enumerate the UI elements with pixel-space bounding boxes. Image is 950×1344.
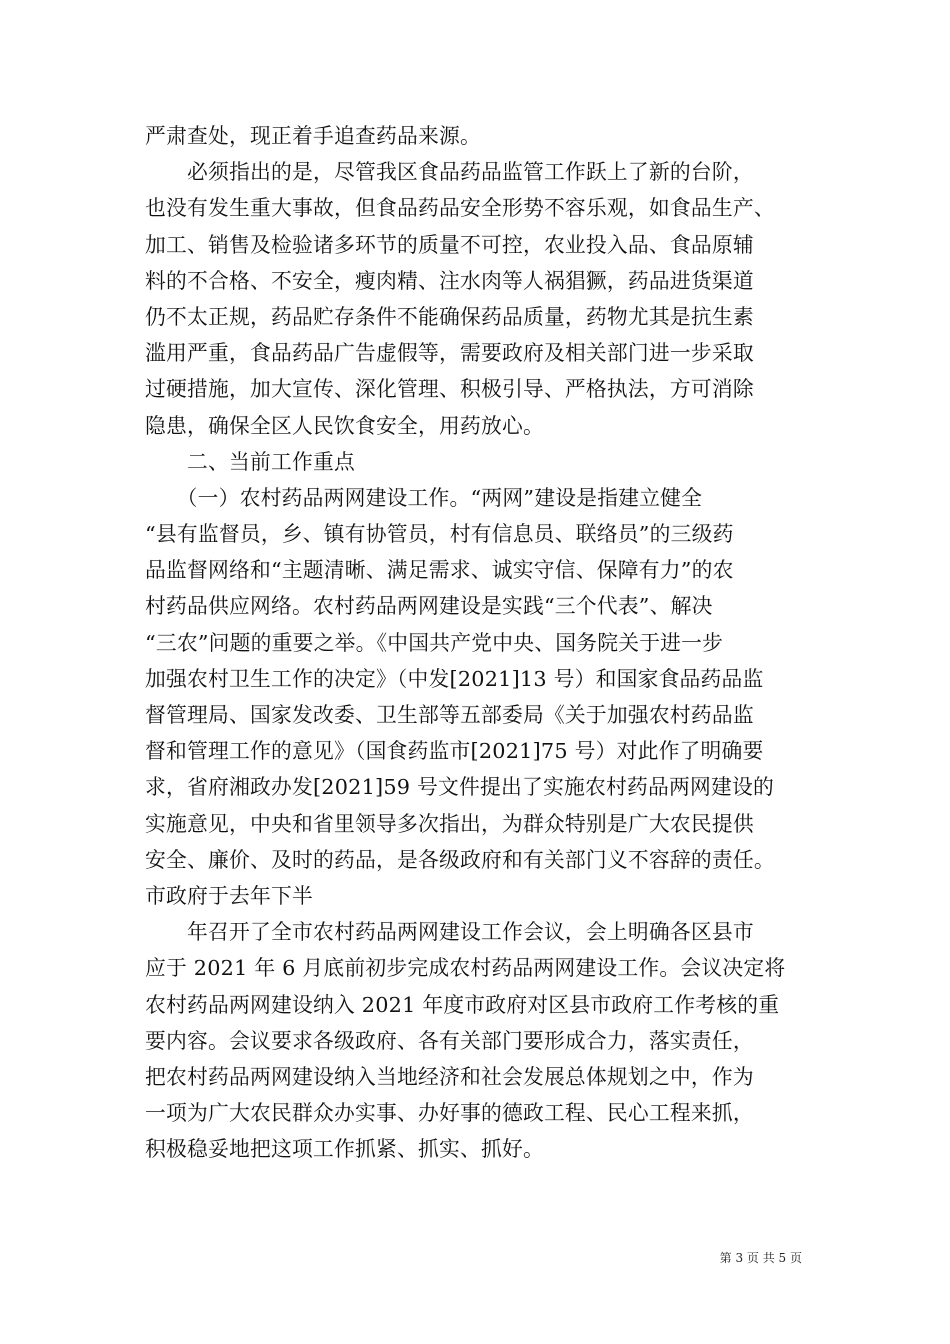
text-line: 滥用严重，食品药品广告虚假等，需要政府及相关部门进一步采取	[145, 341, 754, 366]
text-line: 市政府于去年下半	[145, 883, 313, 908]
text-line: 品监督网络和“主题清晰、满足需求、诚实守信、保障有力”的农	[145, 558, 734, 583]
text-line: 一项为广大农民群众办实事、办好事的德政工程、民心工程来抓，	[145, 1101, 754, 1126]
text-line: （一）农村药品两网建设工作。“两网”建设是指建立健全	[145, 485, 703, 510]
text-line: 应于 2021 年 6 月底前初步完成农村药品两网建设工作。会议决定将	[145, 956, 786, 981]
text-line: 加工、销售及检验诸多环节的质量不可控，农业投入品、食品原辅	[145, 232, 754, 257]
text-line: 督管理局、国家发改委、卫生部等五部委局《关于加强农村药品监	[145, 703, 754, 727]
text-line: 农村药品两网建设纳入 2021 年度市政府对区县市政府工作考核的重	[145, 992, 780, 1017]
document-body	[145, 118, 810, 1167]
text-line: 督和管理工作的意见》（国食药监市[2021]75 号）对此作了明确要	[145, 739, 764, 764]
text-line: “三农”问题的重要之举。《中国共产党中央、国务院关于进一步	[145, 630, 724, 655]
text-line: 加强农村卫生工作的决定》（中发[2021]13 号）和国家食品药品监	[145, 666, 764, 691]
text-line: 也没有发生重大事故，但食品药品安全形势不容乐观，如食品生产、	[145, 196, 775, 221]
text-line: 实施意见，中央和省里领导多次指出，为群众特别是广大农民提供	[145, 811, 754, 836]
page-number: 第 3 页 共 5 页	[719, 1251, 802, 1265]
text-line: 村药品供应网络。农村药品两网建设是实践“三个代表”、解决	[145, 594, 713, 619]
text-line: 必须指出的是，尽管我区食品药品监管工作跃上了新的台阶，	[145, 160, 754, 185]
section-heading: 二、当前工作重点	[145, 449, 355, 474]
text-line: 年召开了全市农村药品两网建设工作会议，会上明确各区县市	[145, 920, 754, 945]
text-line: 严肃查处，现正着手追查药品来源。	[145, 124, 481, 148]
text-line: 料的不合格、不安全，瘦肉精、注水肉等人祸猖獗，药品进货渠道	[145, 268, 754, 293]
text-line: 仍不太正规，药品贮存条件不能确保药品质量，药物尤其是抗生素	[145, 304, 754, 329]
text-line: 要内容。会议要求各级政府、各有关部门要形成合力，落实责任，	[145, 1028, 754, 1053]
text-line: 求，省府湘政办发[2021]59 号文件提出了实施农村药品两网建设的	[145, 775, 774, 800]
text-line: 积极稳妥地把这项工作抓紧、抓实、抓好。	[145, 1137, 544, 1162]
text-line: “县有监督员，乡、镇有协管员，村有信息员、联络员”的三级药	[145, 522, 734, 547]
text-line: 隐患，确保全区人民饮食安全，用药放心。	[145, 413, 544, 438]
text-line: 把农村药品两网建设纳入当地经济和社会发展总体规划之中，作为	[145, 1064, 754, 1089]
text-line: 过硬措施，加大宣传、深化管理、积极引导、严格执法，方可消除	[145, 377, 754, 402]
text-line: 安全、廉价、及时的药品，是各级政府和有关部门义不容辞的责任。	[145, 847, 775, 872]
